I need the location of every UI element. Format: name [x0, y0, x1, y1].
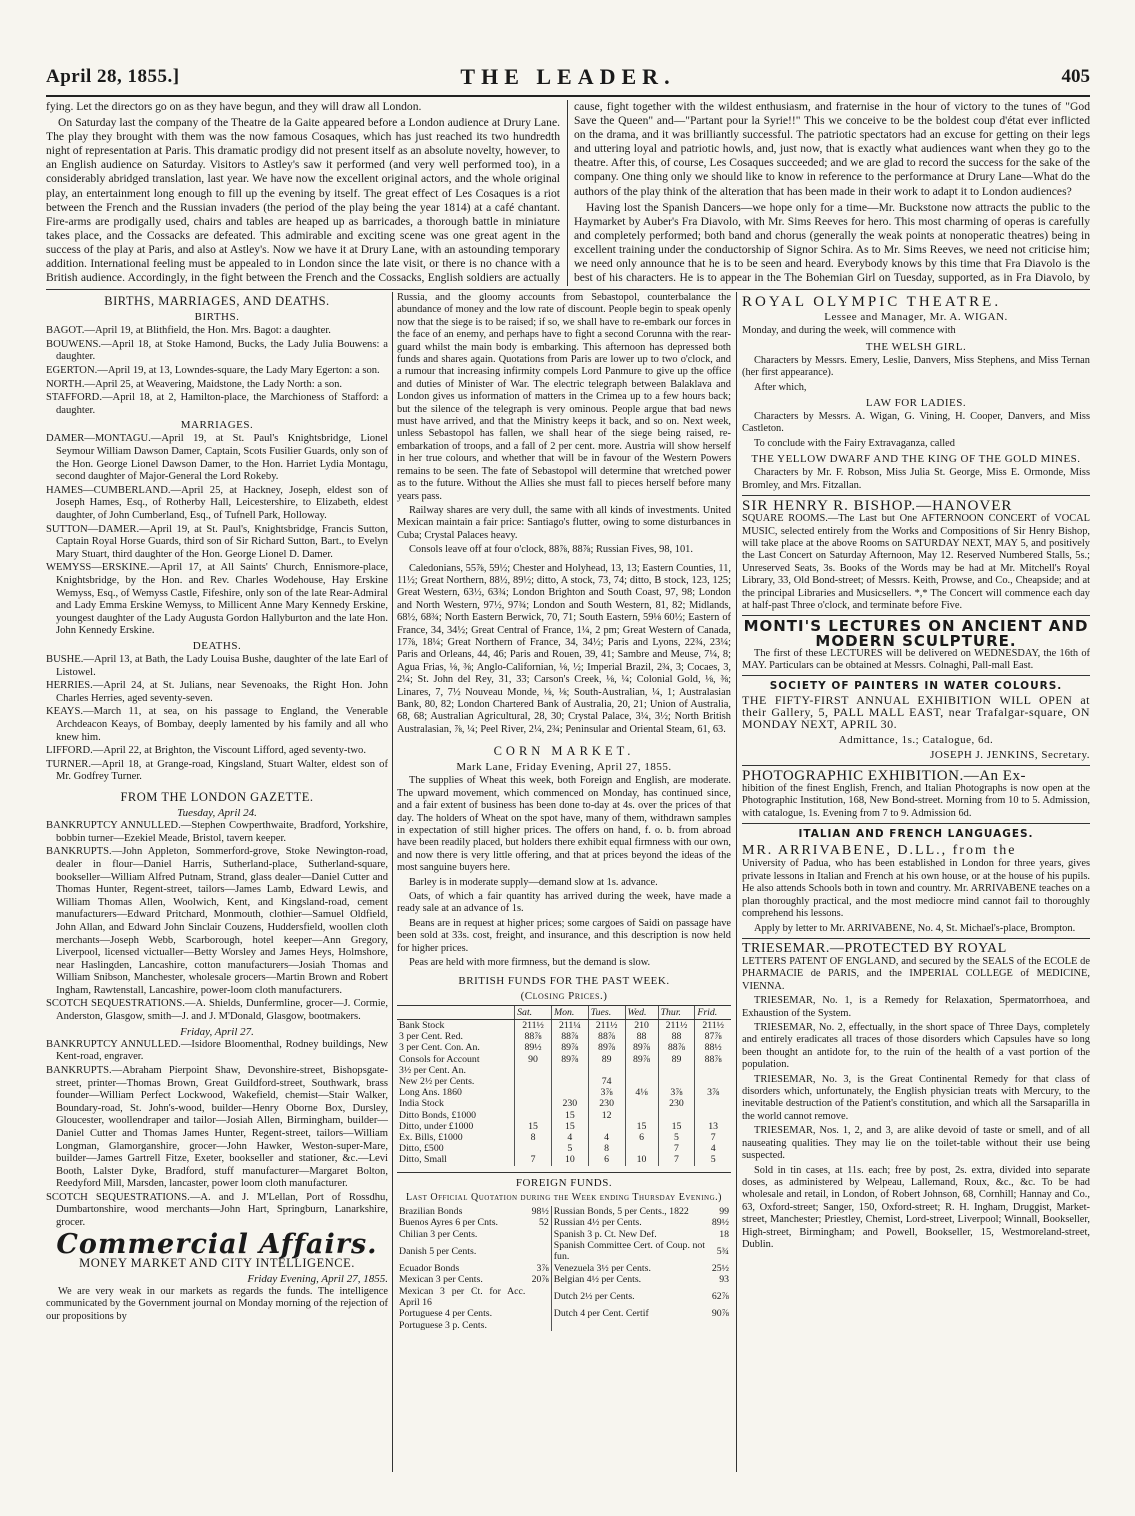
foreign-fund-name: Spanish 3 p. Ct. New Def.: [553, 1228, 657, 1240]
foreign-fund-name: Belgian 4½ per Cents.: [553, 1274, 642, 1286]
fund-price-cell: [625, 1110, 658, 1121]
fund-price-cell: [658, 1076, 695, 1087]
ad-rule: [742, 938, 1090, 939]
fund-price-cell: 89⅞: [551, 1054, 588, 1065]
funds-col-header: Tues.: [588, 1005, 625, 1019]
foreign-fund-price: [527, 1320, 551, 1331]
fund-price-cell: 88⅞: [551, 1031, 588, 1042]
fund-price-cell: 230: [588, 1098, 625, 1109]
deaths-heading: DEATHS.: [192, 639, 242, 652]
funds-row: [397, 1019, 731, 1031]
fund-price-cell: 89⅞: [625, 1054, 658, 1065]
foreign-fund-name: Dutch 4 per Cent. Certif: [553, 1308, 649, 1320]
foreign-fund-price: [527, 1229, 551, 1240]
foreign-fund-price: 20⅞: [527, 1274, 551, 1285]
foreign-fund-name: Chilian 3 per Cents.: [399, 1228, 478, 1240]
triesemar-body: TRIESEMAR, No. 1, is a Remedy for Relaxation, Spermatorrhoea, and Exhaustion of the System.: [742, 995, 1090, 1019]
fund-price-cell: 12: [588, 1110, 625, 1121]
fund-price-cell: 88: [658, 1031, 695, 1042]
article-paragraph: fying. Let the directors go on as they have begun, and they will draw all London.: [46, 100, 422, 113]
column-births-gazette: [46, 292, 388, 1472]
funds-header-row: [397, 1005, 731, 1019]
fund-price-cell: [625, 1076, 658, 1087]
fund-price-cell: 15: [551, 1121, 588, 1132]
corn-paragraph: Beans are in request at higher prices; some cargoes of Saidi on passage have been sold at 33s. cost, freight, and insurance, and this description is now held for higher prices.: [397, 917, 731, 954]
birth-entry: STAFFORD.—April 18, at 2, Hamilton-place, the Marchioness of Stafford: a daughter.: [46, 392, 388, 416]
fund-price-cell: 88⅞: [658, 1042, 695, 1053]
royal-olympic-cast: Characters by Messrs. Emery, Leslie, Danvers, Miss Stephens, and Miss Ternan (her first appearance).: [742, 354, 1090, 379]
fund-price-cell: 3⅞: [658, 1087, 695, 1098]
fund-name-cell: Ditto, under £1000: [399, 1120, 474, 1132]
fund-price-cell: [588, 1065, 625, 1076]
foreign-fund-price: 62⅞: [711, 1291, 729, 1303]
ad-rule: [742, 495, 1090, 496]
fund-price-cell: 7: [695, 1132, 731, 1143]
royal-olympic-text: After which,: [754, 381, 807, 393]
gazette-day-tuesday: Tuesday, April 24.: [177, 807, 257, 820]
foreign-fund-price: 5¾: [716, 1245, 729, 1257]
gazette-entry: SCOTCH SEQUESTRATIONS.—A. and J. M'Lellan, Port of Rossdhu, Dumbartonshire, wood merchants—John Hart, Springburn, Lanarkshire, grocer.: [46, 1191, 388, 1229]
foreign-fund-name: Spanish Committee Cert. of Coup. not fun.: [553, 1239, 705, 1263]
fund-name-cell: India Stock: [399, 1098, 444, 1110]
fund-price-cell: 211½: [658, 1019, 695, 1031]
funds-col-header: Thur.: [658, 1005, 695, 1019]
fund-price-cell: 4: [588, 1132, 625, 1143]
fund-price-cell: 89⅞: [551, 1042, 588, 1053]
triesemar-body: TRIESEMAR, No. 3, is the Great Continental Remedy for that class of disorders which, unfortunately, the English physician treats with Mercury, to the inevitable destruction of the Patient's constitution, and which all the Sarsaparilla in the world cannot remove.: [742, 1073, 1090, 1122]
british-funds-heading: BRITISH FUNDS FOR THE PAST WEEK.: [458, 974, 670, 987]
foreign-fund-price: 89½: [711, 1217, 729, 1229]
society-notice: THE FIFTY-FIRST ANNUAL EXHIBITION WILL OPEN at their Gallery, 5, PALL MALL EAST, near Trafalgar-square, ON MONDAY NEXT, APRIL 30.: [742, 692, 1090, 732]
gazette-day-friday: Friday, April 27.: [180, 1025, 254, 1038]
foreign-fund-price: [527, 1240, 551, 1263]
photographic-body: hibition of the finest English, French, and Italian Photographs is now open at the Photographic Institution, 168, New Bond-street. Morning from 10 to 5. Admission, with catalogue, 1s. Evening from 7 to 9. Admission 6d.: [742, 783, 1090, 819]
fund-name-cell: 3 per Cent. Con. An.: [399, 1042, 480, 1054]
fund-price-cell: 89: [658, 1054, 695, 1065]
foreign-fund-name: Russian Bonds, 5 per Cents., 1822: [553, 1205, 689, 1217]
foreign-fund-price: 25½: [711, 1262, 729, 1274]
marriage-entry: SUTTON—DAMER.—April 19, at St. Paul's, Knightsbridge, Francis Sutton, Captain Royal Horse Guards, third son of Sir Richard Sutton, Bart., to Evelyn Mary Stuart, third daughter of the Hon. George Lionel D. Damer.: [46, 523, 388, 560]
fund-price-cell: [695, 1076, 731, 1087]
foreign-row: [397, 1320, 731, 1331]
fund-name-cell: Ex. Bills, £1000: [399, 1131, 463, 1143]
column-advertisements: [742, 292, 1090, 1472]
fund-price-cell: 88⅞: [515, 1031, 552, 1042]
fund-price-cell: 74: [588, 1076, 625, 1087]
fund-price-cell: 6: [588, 1154, 625, 1165]
fund-price-cell: 5: [695, 1154, 731, 1165]
foreign-fund-name: [551, 1320, 707, 1331]
fund-price-cell: 4: [695, 1143, 731, 1154]
foreign-row: [397, 1274, 731, 1285]
foreign-fund-name: Mexican 3 per Cents.: [399, 1274, 483, 1286]
fund-price-cell: [551, 1076, 588, 1087]
fund-name-cell: New 2½ per Cents.: [399, 1075, 475, 1087]
fund-name-cell: 3 per Cent. Red.: [399, 1031, 463, 1043]
death-entry: HERRIES.—April 24, at St. Julians, near Sevenoaks, the Right Hon. John Charles Herries, aged seventy-seven.: [46, 680, 388, 704]
foreign-row: [397, 1263, 731, 1274]
corn-dateline: Mark Lane, Friday Evening, April 27, 1855.: [456, 761, 672, 774]
birth-entry: EGERTON.—April 19, at 13, Lowndes-square, the Lady Mary Egerton: a son.: [46, 364, 380, 376]
ad-rule: [742, 823, 1090, 824]
royal-olympic-cast: Characters by Mr. F. Robson, Miss Julia St. George, Miss E. Ormonde, Miss Bromley, and Mrs. Fitzallan.: [742, 467, 1090, 491]
fund-price-cell: 211¼: [551, 1019, 588, 1031]
foreign-fund-price: 98½: [527, 1206, 551, 1217]
fund-name-cell: 3½ per Cent. An.: [399, 1064, 466, 1076]
fund-price-cell: 89: [588, 1054, 625, 1065]
fund-price-cell: 88⅞: [588, 1031, 625, 1042]
funds-row: [397, 1054, 731, 1065]
consols-paragraph: Consols leave off at four o'clock, 88⅞, 88⅞; Russian Fives, 98, 101.: [409, 544, 693, 556]
fund-price-cell: 15: [658, 1121, 695, 1132]
fund-price-cell: [695, 1110, 731, 1121]
ad-rule: [742, 615, 1090, 616]
death-entry: LIFFORD.—April 22, at Brighton, the Viscount Lifford, aged seventy-two.: [46, 745, 366, 757]
funds-row: [397, 1065, 731, 1076]
fund-price-cell: 7: [515, 1154, 552, 1165]
foreign-fund-name: Portuguese 4 per Cents.: [399, 1308, 493, 1320]
foreign-fund-price: 99: [719, 1205, 729, 1217]
foreign-fund-name: Mexican 3 per Ct. for Acc. April 16: [399, 1285, 526, 1308]
death-entry: KEAYS.—March 11, at sea, on his passage to England, the Venerable Archdeacon Keays, of Bombay, deeply lamented by his family and all who knew him.: [46, 706, 388, 743]
commercial-affairs-heading: Commercial Affairs.: [56, 1228, 378, 1260]
funds-row: [397, 1098, 731, 1109]
foreign-fund-price: 52: [527, 1217, 551, 1228]
royal-olympic-cast: Characters by Messrs. A. Wigan, G. Vining, H. Cooper, Danvers, and Miss Castleton.: [742, 411, 1090, 435]
article-paragraph: Having lost the Spanish Dancers—we hope only for a time—Mr. Buckstone now attracts the public to the Haymarket by Auber's Fra Diavolo, with Mr. Sims Reeves for hero. This most charming of operas is carefully and completely performed; both band and chorus (generally the weak points at nonoperatic theatres) being in excellent training under the conductorship of Signor Schira. As to Mr. Sims Reeves, we need not criticise him; we need only announce that he is to be seen and heard. Everybody knows by this time that Fra Diavolo is the best of his characters. He is to appear in the The Bohemian Girl on Tuesday, supported, as in Fra Diavolo, by: [574, 200, 1090, 285]
issue-date: April 28, 1855.]: [46, 66, 180, 87]
funds-row: [397, 1132, 731, 1143]
fund-price-cell: 230: [551, 1098, 588, 1109]
fund-price-cell: 3⅞: [695, 1087, 731, 1098]
fund-price-cell: 8: [515, 1132, 552, 1143]
triesemar-body: TRIESEMAR, No. 2, effectually, in the short space of Three Days, completely and entirely eradicates all traces of those disorders which Capsules have so long been thought an antidote for, to the ruin of the health of a vast portion of the population.: [742, 1022, 1090, 1071]
foreign-fund-price: [527, 1308, 551, 1319]
death-entry: BUSHE.—April 13, at Bath, the Lady Louisa Bushe, daughter of the late Earl of Listowel.: [46, 654, 388, 678]
money-paragraph: Russia, and the gloomy accounts from Sebastopol, counterbalance the abundance of money and the low rate of discount. People begin to speak openly now that the siege is to be raised; if so, we shall have to re-embark our forces in the face of an enemy, and perhaps have to fight a second Corunna with the rear-guard whilst the main body is embarking. This afternoon has depressed both funds and shares again. Quotations from Paris are lower up to two o'clock, and a rumour that increasing infirmity compels Lord Panmure to give up the office and duties of Minister of War. The electric telegraph between Balaklava and London gives us information of matters in the Crimea up to a few hours back; but the silence of the telegraph is very ominous. People argue that bad news must have arrived, and that the Ministry keeps it back, and so on. Next week, unless Sebastopol has fallen, we shall hear of the siege being raised, re-embarkation of troops, and a fall of 2 per cent. more. Austria will show herself in her true colours, and whether that will be in favour of the Western Powers remains to be seen. The fate of Sebastopol will determine that wretched power as to the future. Without the Allies she must fall to pieces herself before many years pass.: [397, 292, 731, 502]
fund-price-cell: 4: [551, 1132, 588, 1143]
fund-price-cell: 13: [695, 1121, 731, 1132]
fund-price-cell: [695, 1065, 731, 1076]
fund-price-cell: 211½: [515, 1019, 552, 1031]
fund-name-cell: Bank Stock: [399, 1019, 445, 1031]
fund-price-cell: 7: [658, 1143, 695, 1154]
foreign-funds-heading: FOREIGN FUNDS.: [397, 1172, 731, 1190]
section-rule: [46, 289, 1090, 290]
funds-table-body: [397, 1019, 731, 1165]
fund-price-cell: 5: [551, 1143, 588, 1154]
fund-price-cell: 5: [658, 1132, 695, 1143]
header-rule: [46, 95, 1090, 97]
foreign-fund-price: 93: [719, 1274, 729, 1286]
british-funds-subheading: (Closing Prices.): [520, 989, 608, 1002]
fund-price-cell: 8: [588, 1143, 625, 1154]
fund-price-cell: 6: [625, 1132, 658, 1143]
bishop-body: SQUARE ROOMS.—The Last but One AFTERNOON CONCERT of VOCAL MUSIC, selected entirely from the Works and Compositions of Sir Henry Bishop, will take place at the above Rooms on SATURDAY NEXT, MAY 5, and positively the Last Concert on Saturday Afternoon, May 12. Reserved Numbered Stalls, 5s.; Unreserved Seats, 3s. Books of the Words may be had at Mr. Mitchell's Royal Library, 33, Old Bond-street; of Messrs. Keith, Prowse, and Co., Cheapside; and at the principal Libraries and Musicsellers. *,* The Concert will commence each day at half-past Three o'clock, and terminate before Five.: [742, 513, 1090, 612]
money-paragraph: We are very weak in our markets as regards the funds. The intelligence communicated by the Government journal on Monday morning of the rejection of our propositions by: [46, 1285, 388, 1322]
column-divider: [736, 292, 737, 1472]
fund-price-cell: 7: [658, 1154, 695, 1165]
royal-olympic-play: LAW FOR LADIES.: [865, 396, 967, 409]
foreign-row: [397, 1286, 731, 1309]
foreign-fund-name: Dutch 2½ per Cents.: [553, 1291, 635, 1303]
arrivabene-title: MR. ARRIVABENE, D.LL., from the: [742, 843, 1017, 859]
royal-olympic-text: Monday, and during the week, will commence with: [742, 325, 956, 337]
corn-paragraph: Oats, of which a fair quantity has arrived during the week, have made a ready sale at an advance of 1s.: [397, 891, 731, 915]
fund-name-cell: Ditto, Small: [399, 1154, 447, 1166]
foreign-row: [397, 1206, 731, 1217]
gazette-entry: BANKRUPTCY ANNULLED.—Stephen Cowperthwaite, Bradford, Yorkshire, bobbin turner—Ezekiel Meade, Bristol, tavern keeper.: [46, 820, 388, 844]
fund-price-cell: 211½: [695, 1019, 731, 1031]
funds-row: [397, 1042, 731, 1053]
society-title: SOCIETY OF PAINTERS IN WATER COLOURS.: [769, 680, 1063, 693]
fund-price-cell: 88⅞: [695, 1054, 731, 1065]
royal-olympic-play: THE WELSH GIRL.: [865, 340, 967, 353]
arrivabene-apply: Apply by letter to Mr. ARRIVABENE, No. 4, St. Michael's-place, Brompton.: [754, 922, 1076, 934]
foreign-fund-name: Russian 4½ per Cents.: [553, 1217, 642, 1229]
funds-col-header: Sat.: [515, 1005, 552, 1019]
birth-entry: NORTH.—April 25, at Weavering, Maidstone, the Lady North: a son.: [46, 378, 343, 390]
fund-price-cell: 89⅞: [625, 1042, 658, 1053]
marriage-entry: DAMER—MONTAGU.—April 19, at St. Paul's Knightsbridge, Lionel Seymour William Dawson Damer, Captain, Scots Fusilier Guards, only son of the Hon. George Lionel Dawson Damer, to the Hon. Harriet Lydia Montagu, second daughter of Major-General the Lord Rokeby.: [46, 433, 388, 483]
fund-price-cell: [695, 1098, 731, 1109]
foreign-fund-name: Brazilian Bonds: [399, 1205, 463, 1217]
fund-price-cell: [515, 1076, 552, 1087]
funds-col-header: Mon.: [551, 1005, 588, 1019]
foreign-table-body: [397, 1206, 731, 1331]
foreign-fund-price: [707, 1320, 731, 1331]
column-divider: [567, 100, 568, 286]
railway-paragraph: Railway shares are very dull, the same with all kinds of investments. United Mexican maintain a fair price: Santiago's flutter, owing to some disturbances in Cuba; Crystal Palaces heavy.: [397, 504, 731, 541]
theatre-article-right: [574, 100, 1090, 286]
bishop-title: SIR HENRY R. BISHOP.—HANOVER: [742, 498, 1013, 515]
fund-price-cell: [625, 1065, 658, 1076]
funds-row: [397, 1143, 731, 1154]
fund-name-cell: Long Ans. 1860: [399, 1087, 462, 1099]
british-funds-table: [397, 1005, 731, 1166]
column-money-corn-funds: [397, 292, 731, 1472]
birth-entry: BOUWENS.—April 18, at Stoke Hamond, Bucks, the Lady Julia Bouwens: a daughter.: [46, 338, 388, 363]
fund-price-cell: 88½: [695, 1042, 731, 1053]
monti-title: MONTI'S LECTURES ON ANCIENT AND MODERN SCULPTURE.: [743, 617, 1089, 650]
fund-price-cell: [515, 1065, 552, 1076]
fund-price-cell: [515, 1098, 552, 1109]
monti-body: The first of these LECTURES will be delivered on WEDNESDAY, the 16th of MAY. Particulars can be obtained at Messrs. Colnaghi, Pall-mall East.: [742, 647, 1090, 672]
funds-col-header: Frid.: [695, 1005, 731, 1019]
gazette-heading: FROM THE LONDON GAZETTE.: [120, 789, 314, 804]
theatre-article-left: [46, 100, 560, 286]
foreign-row: [397, 1217, 731, 1228]
foreign-fund-name: Portuguese 3 p. Cents.: [399, 1319, 487, 1331]
fund-price-cell: 88: [625, 1031, 658, 1042]
funds-col-header: [397, 1005, 515, 1019]
money-market-heading: MONEY MARKET AND CITY INTELLIGENCE.: [79, 1255, 355, 1270]
fund-price-cell: [515, 1087, 552, 1098]
fund-price-cell: 87⅞: [695, 1031, 731, 1042]
society-admittance: Admittance, 1s.; Catalogue, 6d.: [838, 733, 994, 746]
royal-olympic-lessee: Lessee and Manager, Mr. A. WIGAN.: [824, 311, 1008, 324]
royal-olympic-title: ROYAL OLYMPIC THEATRE.: [742, 294, 1002, 310]
triesemar-body: Sold in tin cases, at 11s. each; free by post, 2s. extra, divided into separate doses, as administered by Welpeau, Lallemand, Roux, &c., &c. To be had wholesale and retail, in London, of Robert Johnson, 68, Cornhill; Hannay and Co., 63, Oxford-street; Sanger, 150, Oxford-street; R. H. Ingham, Druggist, Market-street, Manchester; Priestley, Chemist, Lord-street, Liverpool; Winnall, Bookseller, High-street, Birmingham; and Powell, Bookseller, 15, Westmoreland-street, Dublin.: [742, 1164, 1090, 1250]
foreign-fund-price: 18: [719, 1228, 729, 1240]
corn-paragraph: Peas are held with more firmness, but the demand is slow.: [409, 957, 651, 969]
births-heading: BIRTHS.: [194, 311, 240, 324]
fund-price-cell: 89⅞: [588, 1042, 625, 1053]
column-divider: [392, 292, 393, 1472]
triesemar-title: TRIESEMAR.—PROTECTED BY ROYAL: [742, 940, 1007, 956]
foreign-fund-price: 3⅞: [527, 1263, 551, 1274]
death-entry: TURNER.—April 18, at Grange-road, Kingsland, Stuart Walter, eldest son of Mr. Godfrey Turner.: [46, 758, 388, 783]
funds-row: [397, 1110, 731, 1121]
ad-rule: [742, 765, 1090, 766]
arrivabene-body: University of Padua, who has been established in London for three years, gives private lessons in Italian and French at his own house, or at the house of his pupils. He also attends Schools both in town and country. Mr. ARRIVABENE teaches on a plan thoroughly practical, and the most mediocre mind cannot fail to thoroughly comprehend his lessons.: [742, 858, 1090, 920]
marriage-entry: WEMYSS—ERSKINE.—April 17, at All Saints' Church, Ennismore-place, Knightsbridge, by the Hon. and Rev. Charles Wodehouse, Hay Erskine Wemyss, Esq., of Wemyss Castle, Fifeshire, only son of the late Rear-Admiral and Lady Emma Erskine Wemyss, to Millicent Anne Mary Kennedy Erskine, youngest daughter of the Lady Augusta Gordon Hallyburton and the late Hon. John Kennedy Erskine.: [46, 562, 388, 637]
society-signature: JOSEPH J. JENKINS, Secretary.: [930, 748, 1090, 761]
italian-french-title: ITALIAN AND FRENCH LANGUAGES.: [798, 828, 1034, 841]
funds-row: [397, 1121, 731, 1132]
fund-price-cell: [551, 1065, 588, 1076]
fund-price-cell: [625, 1143, 658, 1154]
foreign-funds-table: [397, 1206, 731, 1331]
royal-olympic-text: To conclude with the Fairy Extravaganza, called: [754, 437, 955, 449]
fund-price-cell: [625, 1098, 658, 1109]
gazette-entry: BANKRUPTS.—John Appleton, Sommerford-grove, Stoke Newington-road, dealer in flour—Daniel Harris, Sutherland-place, Sutherland-square, bookseller—William Alfred Putnam, Strand, glass dealer—Daniel Cutter and Thomas Hunter, Regent-street, tailors—James Lamb, Edward Lewis, and William Thomas Allen, Woolwich, Kent, and Kingsland-road, cement manufacturers—Edward Pritchard, Monmouth, clothier—Samuel Oldfield, John Allan, and Edward John Sinclair Couzens, Huddersfield, woollen cloth merchants—Joseph Webb, Scarborough, hotel keeper—Ann Gregory, Liverpool, licensed victualler—Betty Worsley and James Heys, Holmshore, near Haslingden, Lancashire, cotton manufacturers—Josiah Thomas and William Snibson, Manchester, wholesale grocers—Martin Brown and Robert Ingham, Rawtenstall, Lancashire, power-loom cloth manufacturers.: [46, 846, 388, 996]
gazette-entry: SCOTCH SEQUESTRATIONS.—A. Shields, Dunfermline, grocer—J. Cormie, Anderston, Glasgow, smith—J. and J. M'Donald, Glasgow, bootmakers.: [46, 998, 388, 1023]
photographic-title: PHOTOGRAPHIC EXHIBITION.—An Ex-: [742, 767, 1026, 784]
funds-row: [397, 1087, 731, 1098]
foreign-fund-name: Venezuela 3½ per Cents.: [553, 1262, 651, 1274]
corn-paragraph: The supplies of Wheat this week, both Foreign and English, are moderate. The upward movement, which commenced on Monday, has continued since, and a fair extent of business has been done to-day at 4s. over the prices of that day. The holders of Wheat on the spot have, many of them, withdrawn samples in expectation of still higher prices. The offers on hand, f. o. b. from abroad have been readily placed, but holders there exhibit equal firmness with our own, and now there is very little offering, and that at prices beyond the ideas of the most sanguine buyers here.: [397, 775, 731, 874]
royal-olympic-play: THE YELLOW DWARF AND THE KING OF THE GOLD MINES.: [751, 453, 1081, 466]
foreign-fund-name: Danish 5 per Cents.: [399, 1245, 477, 1257]
funds-col-header: Wed.: [625, 1005, 658, 1019]
triesemar-body: LETTERS PATENT OF ENGLAND, and secured by the SEALS of the ECOLE de PHARMACIE de PARIS, and the IMPERIAL COLLEGE of MEDICINE, VIENNA.: [742, 956, 1090, 992]
fund-price-cell: 15: [515, 1121, 552, 1132]
marriages-heading: MARRIAGES.: [180, 419, 254, 432]
fund-name-cell: Ditto, £500: [399, 1143, 444, 1155]
fund-price-cell: 89½: [515, 1042, 552, 1053]
corn-market-heading: CORN MARKET.: [493, 744, 635, 759]
fund-price-cell: 211½: [588, 1019, 625, 1031]
foreign-fund-price: [527, 1286, 551, 1309]
masthead-title: THE LEADER.: [460, 64, 676, 89]
fund-name-cell: Ditto Bonds, £1000: [399, 1109, 477, 1121]
fund-price-cell: [658, 1065, 695, 1076]
fund-name-cell: Consols for Account: [399, 1053, 480, 1065]
money-dateline: Friday Evening, April 27, 1855.: [247, 1272, 388, 1285]
gazette-entry: BANKRUPTS.—Abraham Pierpoint Shaw, Devonshire-street, Bishopsgate-street, printer—Thomas Brown, Great Guildford-street, Southwark, brass founder—William Perfect Lockwood, Wakefield, chemist—Stair Walker, Boundary-road, St. John's-wood, builder—Henry Oborne Box, Dursley, Gloucester, woollendraper and tailor—Josiah Allen, Birmingham, builder—Daniel Cutter and Thomas James Hunter, Regent-street, tailors—William Longman, Glamorganshire, grocer—John Hawker, Weston-super-Mare, builder—James Gartrell Fitze, Exeter, bookseller and stationer, &c.—Levi Booth, Lalster Dyke, Bradford, stuff manufacturer—Margaret Bolton, Reedyford Mill, Marsden, lancaster, power loom cloth manufacturer.: [46, 1064, 388, 1190]
foreign-fund-name: Buenos Ayres 6 per Cnts.: [399, 1217, 498, 1229]
foreign-fund-name: Ecuador Bonds: [399, 1262, 460, 1274]
fund-price-cell: 3⅞: [588, 1087, 625, 1098]
gazette-entry: BANKRUPTCY ANNULLED.—Isidore Bloomenthal, Rodney buildings, New Kent-road, engraver.: [46, 1038, 388, 1063]
share-prices-paragraph: Caledonians, 55⅞, 59½; Chester and Holyhead, 13, 13; Eastern Counties, 11, 11½; Great Northern, 88½, 89½; ditto, A stock, 73, 74; ditto, B stock, 123, 125; Great Western, 63½, 63¾; London Brighton and South Coast, 97, 98; London and North Western, 97½, 97¾; London and South Western, 81, 82; Midlands, 68½, 68¾; North Eastern Berwick, 70, 71; South Eastern, 59⅛ 60½; Eastern of France, 34, 34½; Great Central of France, 1¼, 2 pm; Great Western of Canada, 17⅞, 18¼; Great Northern of France, 34, 34½; Paris and Lyons, 22¾, 23¼; Paris and Orleans, 44, 46; Paris and Rouen, 39, 41; Sambre and Meuse, 7¼, 8; Agua Frias, ⅛, ⅜; Anglo-Californian, ⅛, ½; Imperial Brazil, 2¾, 3; Cocaes, 3, 2¼; St. John del Rey, 31, 33; Carson's Creek, ⅛, ¼; Colonial Gold, ⅛, ⅜; Linares, 7, 7½ Nouveau Monde, ⅛, ⅛; South-Australian, ¼, 1; Australasian Bank, 80, 82; London Chartered Bank of Australia, 20, 21; Union of Australia, 68, 68; Australian Agricultural, 28, 30; Crystal Palace, 3¼, 3½; North British Australasian, ⅞, ¼; Peel River, 2¼, 2¾; Peninsular and Oriental Steam, 61, 63.: [397, 562, 731, 735]
article-paragraph: cause, fight together with the wildest enthusiasm, and fraternise in the hour of victory to the tunes of "God Save the Queen" and—"Partant pour la Syrie!!" This we conceive to be the boldest coup d'état ever inflicted on the drama, and it was brilliantly successful. The patriotic spectators had an excuse for getting on their legs and uttering loyal and patriotic howls, and, just now, that is exactly what audiences want when they go to the theatre. After this, of course, Les Cosaques succeeded; and we are glad to record the success for the sake of the company. One thing only we should like to know in reference to the performance at Drury Lane—What do the authors of the play think of the alteration that has been made in their work to adapt it to London audiences?: [574, 100, 1090, 198]
ad-rule: [742, 675, 1090, 676]
fund-price-cell: 15: [551, 1110, 588, 1121]
fund-price-cell: 10: [625, 1154, 658, 1165]
article-paragraph: On Saturday last the company of the Theatre de la Gaite appeared before a London audience at Drury Lane. The play they brought with them was the now famous Cosaques, which has just reached its two hundredth night of representation at Paris. This dramatic prodigy did not present itself as an absolute novelty, however, to an English audience on Saturday. Visitors to Astley's saw it performed (and very well performed too), in a considerably abridged translation, last year. We have now the excellent original actors, and the whole original play, an entertainment long enough to fill up the evening by itself. The great effect of Les Cosaques is a riot between the French and the Russian invaders (the period of the play being the year 1814) at a café chantant. Fire-arms are prodigally used, chairs and tables are heaped up as barricades, a thorough battle in miniature takes place, and the Cossacks are defeated. This admirable and exciting scene was one great agent in the success of the play at Paris, and also at Astley's. Now we have it at Drury Lane, with an astounding temporary addition. International feeling must be appealed to in London since the late visit, or there is no chance with a British audience. Accordingly, in the fight between the French and the Cossacks, English soldiers are actually: [46, 116, 560, 285]
foreign-row: [397, 1229, 731, 1240]
foreign-row: [397, 1240, 731, 1263]
fund-price-cell: 230: [658, 1098, 695, 1109]
foreign-fund-price: 90⅞: [711, 1308, 729, 1320]
fund-price-cell: [658, 1110, 695, 1121]
funds-row: [397, 1154, 731, 1165]
marriage-entry: HAMES—CUMBERLAND.—April 25, at Hackney, Joseph, eldest son of Joseph Hames, Esq., of Rotherby Hall, Leicestershire, to Elizabeth, eldest daughter, of John Cumberland, Esq., of Tufnell Park, Holloway.: [46, 484, 388, 521]
birth-entry: BAGOT.—April 19, at Blithfield, the Hon. Mrs. Bagot: a daughter.: [46, 325, 331, 337]
fund-price-cell: 15: [625, 1121, 658, 1132]
fund-price-cell: 210: [625, 1019, 658, 1031]
funds-row: [397, 1031, 731, 1042]
page-number: 405: [1061, 66, 1090, 87]
corn-paragraph: Barley is in moderate supply—demand slow at 1s. advance.: [409, 876, 658, 888]
triesemar-body: TRIESEMAR, Nos. 1, 2, and 3, are alike devoid of taste or smell, and of all nauseating qualities. They may lie on the toilet-table without their use being suspected.: [742, 1125, 1090, 1162]
fund-price-cell: 90: [515, 1054, 552, 1065]
fund-price-cell: [515, 1143, 552, 1154]
funds-row: [397, 1076, 731, 1087]
page-header: [46, 62, 1090, 92]
fund-price-cell: [588, 1121, 625, 1132]
fund-price-cell: 10: [551, 1154, 588, 1165]
fund-price-cell: [551, 1087, 588, 1098]
bmd-heading: BIRTHS, MARRIAGES, AND DEATHS.: [104, 294, 330, 308]
foreign-funds-subheading: Last Official Quotation during the Week ending Thursday Evening.): [406, 1191, 722, 1203]
fund-price-cell: [515, 1110, 552, 1121]
foreign-row: [397, 1308, 731, 1319]
fund-price-cell: 4⅛: [625, 1087, 658, 1098]
